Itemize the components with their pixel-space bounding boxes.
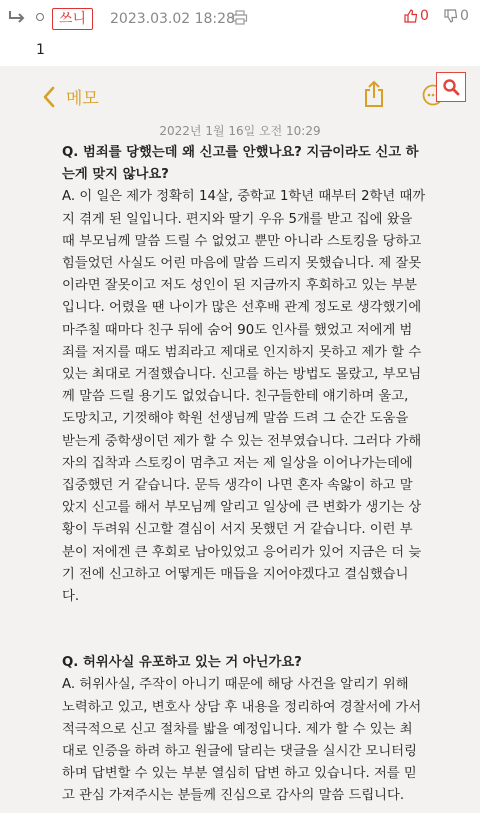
memo-text-line: 때 부모님께 말씀 드릴 수 없었고 뿐만 아니라 스토킹을 당하고 [62,233,422,249]
memo-text-line: 노력하고 있고, 변호사 상담 후 내용을 정리하여 경찰서에 가서 [62,699,422,715]
print-icon[interactable] [232,10,248,26]
search-button[interactable] [436,72,466,102]
thumbs-up-icon [404,9,418,23]
memo-text-line: 하며 답변할 수 있는 부분 열심히 답변 하고 있습니다. 저를 믿 [62,766,417,782]
like-count: 0 [420,8,429,24]
comment-select-radio[interactable] [36,13,44,21]
memo-text-line: 기 전에 신고하고 어떻게든 매듭을 지어야겠다고 결심했습니 [62,566,409,582]
memo-text-line: 집중했던 거 같습니다. 문득 생각이 나면 혼자 속앓이 하고 말 [62,478,413,494]
memo-back-label: 메모 [66,89,99,109]
memo-text-line: 황이 두려워 신고할 결심이 서지 못했던 거 같습니다. 이런 부 [62,522,413,538]
share-icon[interactable] [363,80,385,108]
memo-screenshot [0,66,480,813]
memo-blank-line [62,608,450,630]
memo-question-line: Q. 허위사실 유포하고 있는 거 아닌가요? [62,655,302,671]
memo-text-line: 힘들었던 사실도 어린 마음에 말씀 드리지 못했습니다. 제 잘못 [62,256,422,272]
memo-text-line: 께 말씀 드릴 용기도 없었습니다. 친구들한테 얘기하며 울고, [62,389,409,405]
memo-question-line: Q. 범죄를 당했는데 왜 신고를 안했나요? 지금이라도 신고 하 [62,145,419,160]
memo-text-line: A. 허위사실, 주작이 아니기 때문에 해당 사건을 알리기 위해 [62,677,409,693]
memo-text-line: 적극적으로 신고 절차를 밟을 예정입니다. 제가 할 수 있는 최 [62,721,413,737]
comment-timestamp: 2023.03.02 18:28 [110,11,235,27]
memo-text-line: 도망치고, 기껏해야 학원 선생님께 말씀 드려 그 순간 도움을 [62,411,409,427]
memo-text-line: 았지 신고를 해서 부모님께 알리고 일상에 큰 변화가 생기는 상 [62,500,422,516]
memo-text-line: 입니다. 어렸을 땐 나이가 많은 선후배 관계 정도로 생각했기에 [62,300,422,316]
reply-arrow-icon [8,10,26,24]
memo-text-line: 다. [62,589,80,605]
memo-back-button[interactable] [42,84,99,109]
memo-text-line: 고 관심 가져주시는 분들께 진심으로 감사의 말씀 드립니다. [62,788,405,804]
memo-question-line: 는게 맞지 않나요? [62,167,169,183]
memo-text-line: 자의 집착과 스토킹이 멈추고 저는 제 일상을 이어나가는데에 [62,455,413,471]
memo-date: 2022년 1월 16일 오전 10:29 [159,124,321,138]
search-icon [442,78,460,96]
memo-text [62,142,450,808]
nickname-badge[interactable]: 쓰니 [52,8,93,30]
memo-text-line: 죄를 저지를 때도 범죄라고 제대로 인지하지 못하고 제가 할 수 [62,344,422,360]
memo-text-line: 지 겪게 된 일입니다. 편지와 딸기 우유 5개를 받고 집에 왔을 [62,211,413,227]
dislike-button[interactable] [444,8,469,24]
like-button[interactable] [404,8,429,24]
memo-blank-line [62,630,450,652]
memo-text-line: 분이 저에겐 큰 후회로 남아있었고 응어리가 있어 지금은 더 늦 [62,544,422,560]
memo-text-line: 있는 최대로 거절했습니다. 신고를 하는 방법도 몰랐고, 부모님 [62,367,422,383]
comment-text: 1 [36,42,45,58]
comment-header [0,0,480,40]
memo-text-line: 마주칠 때마다 친구 뒤에 숨어 90도 인사를 했었고 저에게 범 [62,322,413,338]
memo-text-line: A. 이 일은 제가 정확히 14살, 중학교 1학년 때부터 2학년 때까 [62,189,426,205]
chevron-left-icon [42,86,56,108]
memo-text-line: 받는게 중학생이던 제가 할 수 있는 전부였습니다. 그러다 가해 [62,433,422,449]
memo-text-line: 이라면 잘못이고 저도 성인이 된 지금까지 후회하고 있는 부분 [62,278,417,294]
dislike-count: 0 [460,8,469,24]
memo-text-line: 대로 인증을 하려 하고 원글에 달리는 댓글을 실시간 모니터링 [62,744,417,760]
thumbs-down-icon [444,9,458,23]
